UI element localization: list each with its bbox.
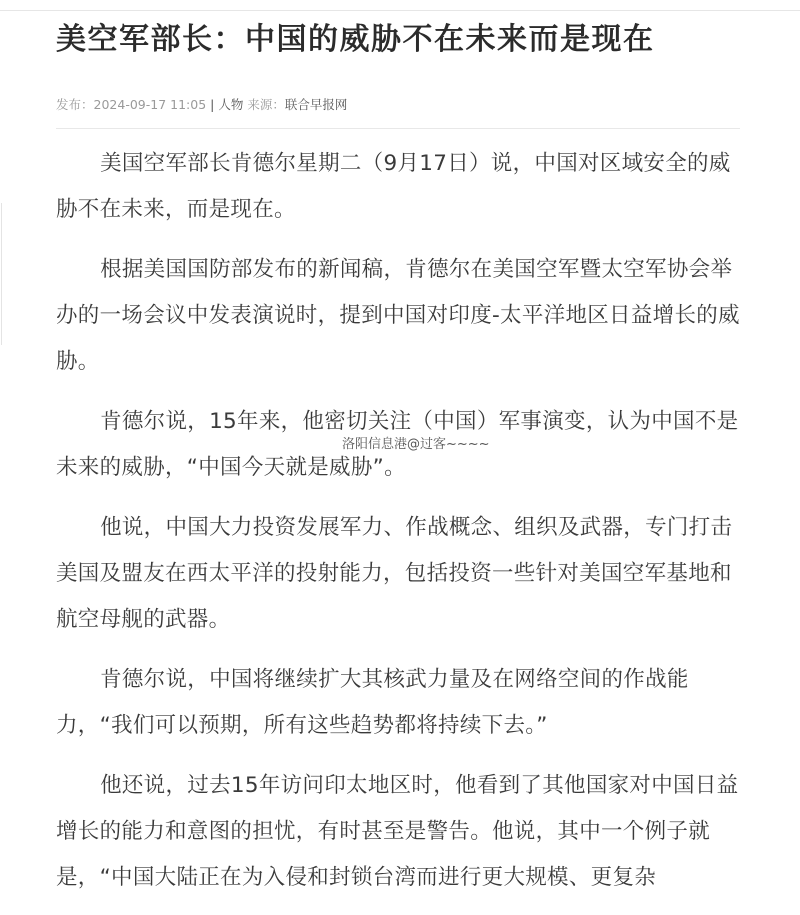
meta-separator: | [206,97,219,112]
category-link[interactable]: 人物 [218,97,244,112]
paragraph: 肯德尔说，15年来，他密切关注（中国）军事演变，认为中国不是未来的威胁，“中国今天就是威胁”。 [56,409,739,480]
article-body [56,141,746,901]
published-datetime: 2024-09-17 11:05 [93,97,207,112]
paragraph: 肯德尔说，中国将继续扩大其核武力量及在网络空间的作战能力，“我们可以预期，所有这些趋势都将持续下去。” [56,667,689,738]
paragraph: 他说，中国大力投资发展军力、作战概念、组织及武器，专门打击美国及盟友在西太平洋的投射能力，包括投资一些针对美国空军基地和航空母舰的武器。 [56,515,733,632]
article-title: 美空军部长：中国的威胁不在未来而是现在 [56,22,655,57]
published-label: 发布： [56,97,94,112]
article-meta [56,96,746,114]
left-edge-divider [1,203,2,345]
meta-divider [56,128,740,129]
watermark-text: 洛阳信息港@过客~~~~ [342,437,490,452]
paragraph: 美国空军部长肯德尔星期二（9月17日）说，中国对区域安全的威胁不在未来，而是现在。 [56,151,731,222]
article [56,10,746,915]
paragraph: 他还说，过去15年访问印太地区时，他看到了其他国家对中国日益增长的能力和意图的担忧，有时甚至是警告。他说，其中一个例子就是，“中国大陆正在为入侵和封锁台湾而进行更大规模、更复杂 [56,773,739,890]
source-label: 来源： [243,97,285,112]
source-name: 联合早报网 [284,97,348,112]
paragraph: 根据美国国防部发布的新闻稿，肯德尔在美国空军暨太空军协会举办的一场会议中发表演说时，提到中国对印度-太平洋地区日益增长的威胁。 [56,257,740,374]
